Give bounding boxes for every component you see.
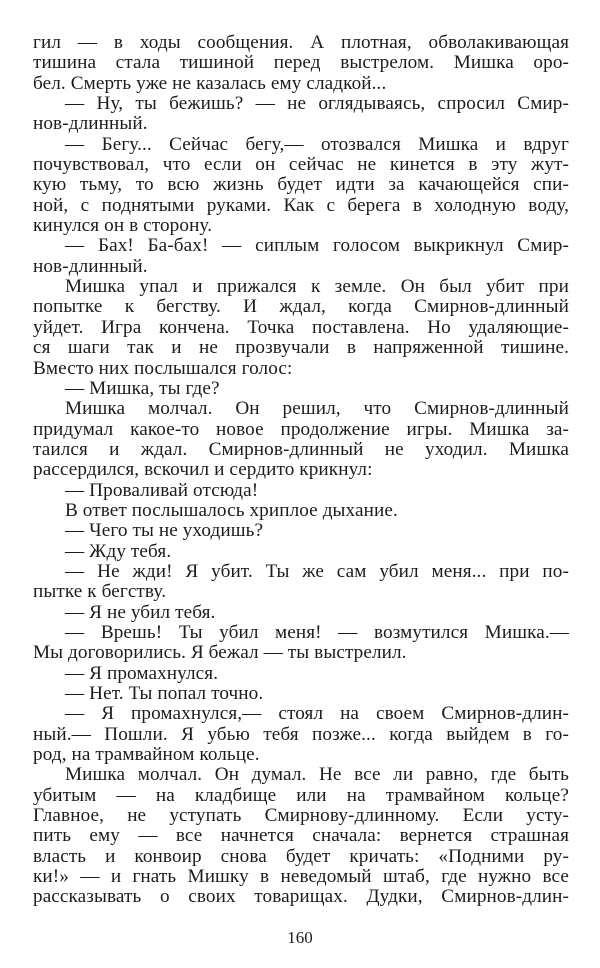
text-line: ки!» — и гнать Мишку в неведомый штаб, где нужно все [33,866,569,888]
text-line: — Я не убил тебя. [65,601,216,623]
text-line: — Ну, ты бежишь? — не оглядываясь, спросил Смир- [65,93,569,115]
text-line: род, на трамвайном кольце. [33,744,260,766]
text-line: — Бах! Ба-бах! — сиплым голосом выкрикнул Смир- [65,235,569,257]
text-line: пытке к бегству. [33,581,167,603]
text-line: таился и ждал. Смирнов-длинный не уходил. Мишка [33,438,569,460]
text-line: попытке к бегству. И ждал, когда Смирнов-длинный [33,296,569,318]
text-line: нов-длинный. [33,255,148,277]
text-line: рассказывать о своих товарищах. Дудки, Смирнов-длин- [33,886,569,908]
text-line: — Проваливай отсюда! [65,479,259,501]
text-line: уйдет. Игра кончена. Точка поставлена. Но удаляющие- [33,316,569,338]
text-line: власть и конвоир снова будет кричать: «Подними ру- [33,845,569,867]
text-line: гил — в ходы сообщения. А плотная, обволакивающая [33,32,569,53]
text-line: В ответ послышалось хриплое дыхание. [65,499,398,521]
text-line: Мишка упал и прижался к земле. Он был убит при [65,276,569,298]
text-line: — Жду тебя. [65,540,172,562]
text-line: — Не жди! Я убит. Ты же сам убил меня... при по- [65,560,569,582]
text-line: — Врешь! Ты убил меня! — возмутился Мишка.— [65,621,569,643]
text-line: ной, с поднятыми руками. Как с берега в холодную воду, [33,194,569,216]
text-line: тишина стала тишиной перед выстрелом. Мишка оро- [33,52,569,74]
text-line: — Я промахнулся,— стоял на своем Смирнов-длин- [65,703,569,725]
text-line: — Чего ты не уходишь? [65,520,264,542]
text-line: Главное, не уступать Смирнову-длинному. Если усту- [33,805,569,827]
text-line: — Бегу... Сейчас бегу,— отозвался Мишка и вдруг [65,133,569,155]
text-line: пить ему — все начнется сначала: вернется страшная [33,825,569,847]
page-number: 160 [287,928,313,947]
text-line: Вместо них послышался голос: [33,357,293,379]
text-line: ный.— Пошли. Я убью тебя позже... когда выйдем в го- [33,723,569,745]
text-line: рассердился, вскочил и сердито крикнул: [33,459,373,481]
text-line: придумал какое-то новое продолжение игры. Мишка за- [33,418,569,440]
book-page-text [33,33,569,908]
text-line: — Мишка, ты где? [65,377,220,399]
text-line: почувствовал, что если он сейчас не кинется в эту жут- [33,154,569,176]
text-line: ся шаги так и не прозвучали в напряженной тишине. [33,337,569,359]
text-line: Мишка молчал. Он решил, что Смирнов-длинный [65,398,569,420]
text-line: — Нет. Ты попал точно. [65,683,264,704]
text-line: бел. Смерть уже не казалась ему сладкой... [33,72,387,94]
text-line: — Я промахнулся. [65,662,219,684]
text-line: Мишка молчал. Он думал. Не все ли равно, где быть [65,764,569,786]
text-line: нов-длинный. [33,113,148,135]
text-line: кинулся он в сторону. [33,215,213,237]
text-line: Мы договорились. Я бежал — ты выстрелил. [33,642,407,664]
text-line: кую тьму, то всю жизнь будет идти за качающейся спи- [33,174,569,196]
text-line: убитым — на кладбище или на трамвайном кольце? [33,784,569,806]
